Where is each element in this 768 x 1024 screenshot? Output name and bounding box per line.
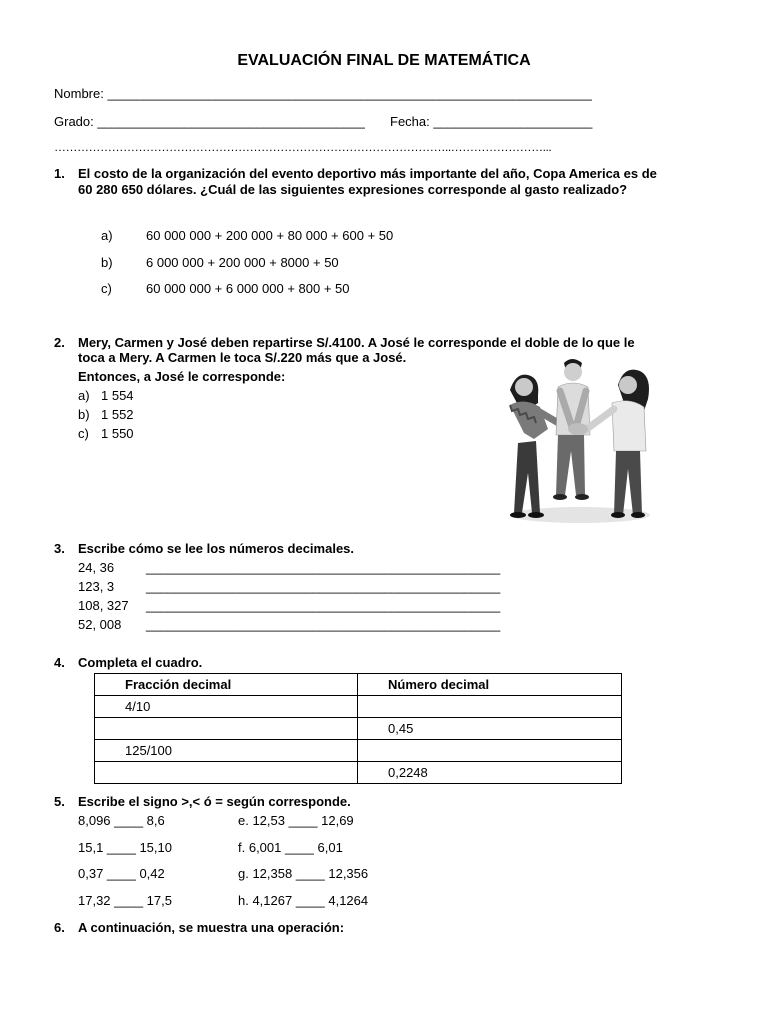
- table-cell[interactable]: [95, 762, 358, 784]
- table-row: [95, 718, 622, 740]
- q4-number: 4.: [54, 655, 65, 670]
- q1-option-c[interactable]: 60 000 000 + 6 000 000 + 800 + 50: [146, 281, 350, 296]
- q5-comparison[interactable]: 8,096 ____ 8,6: [78, 813, 165, 828]
- q2-option-c-letter: c): [78, 426, 89, 441]
- q4-text: Completa el cuadro.: [78, 655, 203, 670]
- table-cell[interactable]: 4/10: [95, 696, 358, 718]
- q2-option-a-letter: a): [78, 388, 90, 403]
- q2-option-b-letter: b): [78, 407, 90, 422]
- table-cell[interactable]: [358, 740, 622, 762]
- page-title: EVALUACIÓN FINAL DE MATEMÁTICA: [237, 52, 531, 69]
- q1-option-a[interactable]: 60 000 000 + 200 000 + 80 000 + 600 + 50: [146, 228, 394, 243]
- q2-option-c[interactable]: 1 550: [101, 426, 134, 441]
- q3-text: Escribe cómo se lee los números decimales.: [78, 541, 355, 556]
- q1-option-b-letter: b): [101, 255, 113, 270]
- header-numero: Número decimal: [358, 674, 622, 696]
- table-cell[interactable]: [95, 718, 358, 740]
- q5-comparison[interactable]: e. 12,53 ____ 12,69: [238, 813, 354, 828]
- q3-answer-line[interactable]: _________________________________________________: [146, 579, 501, 594]
- q3-item-number: 108, 327: [78, 598, 129, 613]
- table-row: [95, 696, 622, 718]
- fecha-field[interactable]: Fecha: ______________________: [390, 114, 593, 129]
- q2-option-b[interactable]: 1 552: [101, 407, 134, 422]
- q1-text-line1: El costo de la organización del evento deportivo más importante del año, Copa America es de: [78, 166, 657, 181]
- q3-answer-line[interactable]: _________________________________________________: [146, 560, 501, 575]
- table-cell[interactable]: 125/100: [95, 740, 358, 762]
- student-right-figure: [584, 370, 649, 518]
- q2-number: 2.: [54, 335, 65, 350]
- q3-item-number: 123, 3: [78, 579, 115, 594]
- q5-comparison[interactable]: 17,32 ____ 17,5: [78, 893, 172, 908]
- q3-answer-line[interactable]: _________________________________________________: [146, 598, 501, 613]
- q5-comparison[interactable]: g. 12,358 ____ 12,356: [238, 866, 369, 881]
- table-cell[interactable]: [358, 696, 622, 718]
- q6-number: 6.: [54, 920, 65, 935]
- q1-option-a-letter: a): [101, 228, 113, 243]
- q3-item-number: 24, 36: [78, 560, 115, 575]
- q2-text-line3: Entonces, a José le corresponde:: [78, 369, 286, 384]
- grado-field[interactable]: Grado: _____________________________________: [54, 114, 365, 129]
- q2-option-a[interactable]: 1 554: [101, 388, 134, 403]
- q2-text-line1: Mery, Carmen y José deben repartirse S/.4100. A José le corresponde el doble de lo que le: [78, 335, 635, 350]
- table-header-row: [95, 674, 622, 696]
- q3-answer-line[interactable]: _________________________________________________: [146, 617, 501, 632]
- header-fraccion: Fracción decimal: [95, 674, 358, 696]
- q3-item-number: 52, 008: [78, 617, 122, 632]
- joined-hands: [568, 423, 588, 435]
- table-cell[interactable]: 0,45: [358, 718, 622, 740]
- q2-text-line2: toca a Mery. A Carmen le toca S/.220 más que a José.: [78, 350, 407, 365]
- q5-comparison[interactable]: 0,37 ____ 0,42: [78, 866, 165, 881]
- q1-number: 1.: [54, 166, 65, 181]
- q3-number: 3.: [54, 541, 65, 556]
- q5-number: 5.: [54, 794, 65, 809]
- table-row: [95, 740, 622, 762]
- q5-text: Escribe el signo >,< ó = según corresponde.: [78, 794, 351, 809]
- q5-comparison[interactable]: h. 4,1267 ____ 4,1264: [238, 893, 369, 908]
- decimal-table: [94, 673, 622, 784]
- q5-comparison[interactable]: f. 6,001 ____ 6,01: [238, 840, 343, 855]
- table-row: [95, 762, 622, 784]
- q1-option-c-letter: c): [101, 281, 112, 296]
- q1-option-b[interactable]: 6 000 000 + 200 000 + 8000 + 50: [146, 255, 339, 270]
- q5-comparison[interactable]: 15,1 ____ 15,10: [78, 840, 172, 855]
- nombre-field[interactable]: Nombre: ___________________________________________________________________: [54, 86, 592, 101]
- separator-line: …………………………………………………………………………………………..……………………...: [54, 140, 552, 154]
- students-photo: [500, 355, 660, 525]
- q1-text-line2: 60 280 650 dólares. ¿Cuál de las siguientes expresiones corresponde al gasto realizado?: [78, 182, 628, 197]
- table-cell[interactable]: 0,2248: [358, 762, 622, 784]
- q6-text: A continuación, se muestra una operación:: [78, 920, 345, 935]
